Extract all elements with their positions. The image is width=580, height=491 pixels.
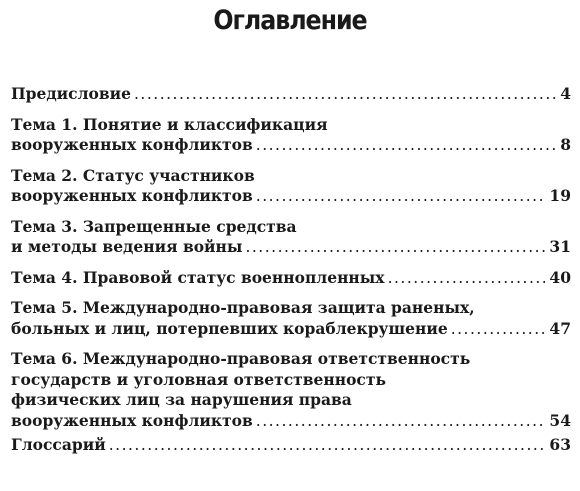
toc-entry-topic-1: [11, 115, 571, 156]
toc-entry-text: Тема 6. Международно-правовая ответственность: [11, 349, 471, 368]
toc-entry-text: вооруженных конфликтов: [11, 135, 253, 154]
toc-entry-preface: [11, 84, 571, 105]
toc-entry-topic-3: [11, 217, 571, 258]
toc-page-number: 47: [549, 318, 571, 338]
toc-entry-topic-6: [11, 349, 571, 431]
toc-entry-text: Тема 1. Понятие и классификация: [11, 114, 328, 134]
toc-entry-glossary: [11, 435, 571, 456]
toc-entry-text: вооруженных конфликтов: [11, 186, 253, 205]
dot-leader: [245, 237, 546, 258]
toc-page-number: 40: [549, 267, 571, 287]
toc-entry-text: Глоссарий: [11, 435, 106, 454]
toc-entry-topic-4: [11, 268, 571, 289]
toc-page-number: 4: [560, 84, 571, 103]
toc-entry-topic-2: [11, 166, 571, 207]
toc-entry-text: Тема 2. Статус участников: [11, 165, 255, 185]
dot-leader: [388, 268, 547, 289]
toc-entry-text: и методы ведения войны: [11, 237, 243, 256]
toc-page-number: 8: [560, 135, 571, 154]
toc-page-number: 54: [549, 410, 571, 430]
dot-leader: [109, 435, 547, 456]
toc-page-number: 19: [549, 186, 571, 205]
page-title: Оглавление: [213, 5, 367, 36]
toc-entry-topic-5: [11, 298, 571, 339]
dot-leader: [134, 84, 557, 105]
toc-entry-text: Тема 3. Запрещенные средства: [11, 216, 297, 236]
toc-entry-text: государств и уголовная ответственность: [11, 369, 386, 389]
dot-leader: [451, 319, 547, 340]
toc-page-number: 63: [549, 435, 571, 454]
toc-entry-text: Тема 4. Правовой статус военнопленных: [11, 267, 385, 287]
table-of-contents: [11, 84, 571, 466]
dot-leader: [256, 135, 557, 156]
toc-page-number: 31: [549, 237, 571, 256]
toc-entry-text: Тема 5. Международно-правовая защита раненых,: [11, 298, 475, 317]
toc-entry-text: вооруженных конфликтов: [11, 410, 253, 430]
toc-entry-text: больных и лиц, потерпевших кораблекрушение: [11, 318, 448, 338]
toc-entry-text: физических лиц за нарушения права: [11, 390, 352, 409]
dot-leader: [256, 186, 547, 207]
toc-entry-text: Предисловие: [11, 84, 131, 103]
dot-leader: [256, 411, 547, 432]
